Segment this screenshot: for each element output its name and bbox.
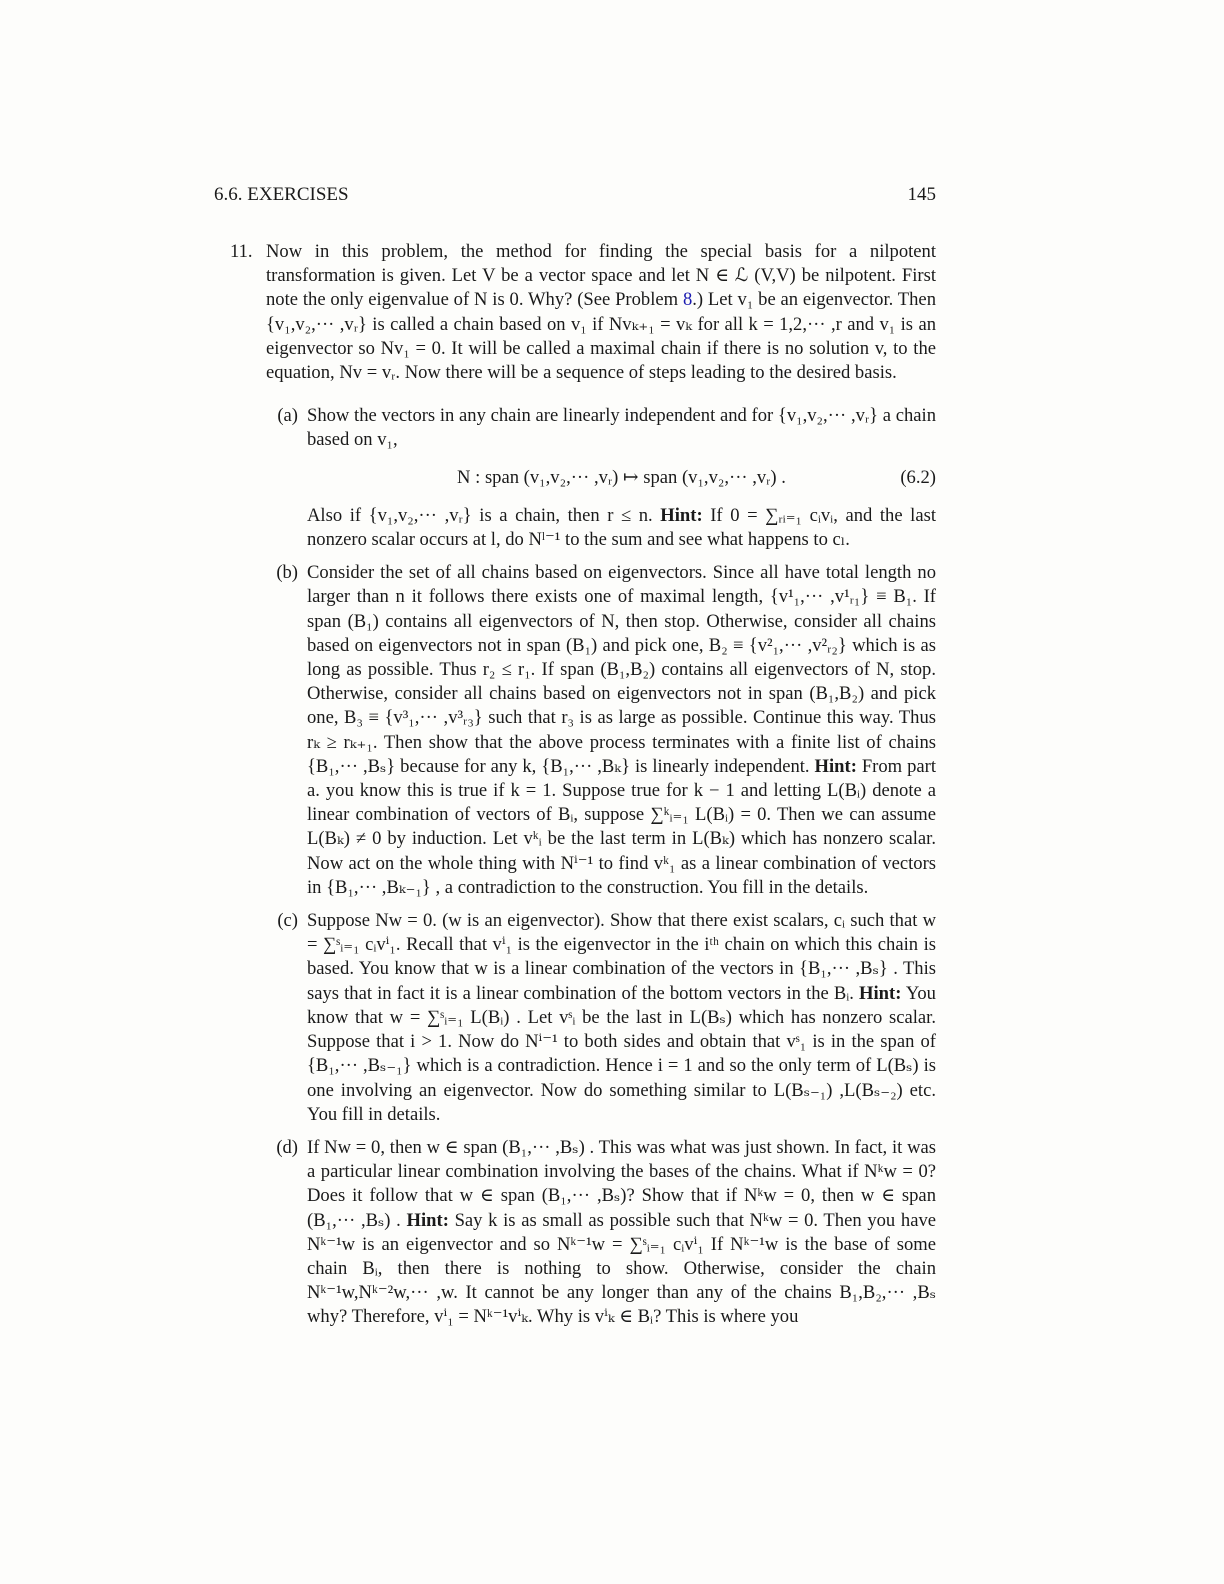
part-label: (a) — [277, 405, 298, 427]
part-b-hint-text: From part a. you know this is true if k = 1. Suppose true for k − 1 and letting L(Bᵢ) denote a linear combination of vectors of Bᵢ, suppose ∑ᵏᵢ₌₁ L(Bᵢ) = 0. Then we can assume L(Bₖ) ≠ 0 by induction. Let vᵏᵢ be the last term in L(Bₖ) which has nonzero scalar. Now act on the whole thing with Nⁱ⁻¹ to find vᵏ₁ as a linear combination of vectors in {B₁,··· ,Bₖ₋₁} , a contradiction to the construction. You fill in the details. — [307, 755, 936, 898]
hint-label: Hint: — [660, 504, 703, 526]
part-c-text — [307, 909, 936, 1127]
exercise-body — [230, 240, 936, 1339]
part-label: (d) — [276, 1136, 298, 1158]
part-a-text2: Also if {v₁,v₂,··· ,vᵣ} is a chain, then r ≤ n. — [307, 504, 661, 526]
problem-11 — [230, 240, 936, 385]
equation-6-2 — [307, 466, 936, 490]
running-header — [214, 184, 936, 206]
part-c — [266, 909, 936, 1127]
hint-label: Hint: — [859, 982, 902, 1004]
hint-label: Hint: — [814, 755, 857, 777]
page-number: 145 — [907, 184, 936, 205]
part-b — [266, 561, 936, 900]
hint-label: Hint: — [406, 1209, 449, 1231]
problem-reference-link[interactable]: 8 — [682, 289, 693, 311]
problem-parts — [266, 404, 936, 1329]
part-a-text — [307, 404, 936, 552]
problem-text — [266, 240, 936, 385]
part-label: (c) — [277, 910, 298, 932]
section-title: 6.6. EXERCISES — [214, 184, 349, 205]
part-b-text — [307, 561, 936, 900]
part-c-statement: Suppose Nw = 0. (w is an eigenvector). Show that there exist scalars, cᵢ such that w = ∑ˢᵢ₌₁ cᵢvⁱ₁. Recall that vⁱ₁ is the eigenvector in the iᵗʰ chain on which this chain is based. You know that w is a linear combination of the vectors in {B₁,··· ,Bₛ} . This says that in fact it is a linear combination of the bottom vectors in the Bᵢ. — [307, 910, 936, 1004]
part-d-text — [307, 1136, 936, 1330]
part-d — [266, 1136, 936, 1330]
problem-number: 11. — [230, 241, 253, 262]
part-b-statement: Consider the set of all chains based on eigenvectors. Since all have total length no larger than n it follows there exists one of maximal length, {v¹₁,··· ,v¹ᵣ₁} ≡ B₁. If span (B₁) contains all eigenvectors of N, then stop. Otherwise, consider all chains based on eigenvectors not in span (B₁) and pick one, B₂ ≡ {v²₁,··· ,v²ᵣ₂} which is as long as possible. Thus r₂ ≤ r₁. If span (B₁,B₂) contains all eigenvectors of N, stop. Otherwise, consider all chains based on eigenvectors not in span (B₁,B₂) and pick one, B₃ ≡ {v³₁,··· ,v³ᵣ₃} such that r₃ is as large as possible. Continue this way. Thus rₖ ≥ rₖ₊₁. Then show that the above process terminates with a finite list of chains {B₁,··· ,Bₛ} because for any k, {B₁,··· ,Bₖ} is linearly independent. — [307, 562, 936, 777]
part-d-hint-text: Say k is as small as possible such that Nᵏw = 0. Then you have Nᵏ⁻¹w is an eigenvector and so Nᵏ⁻¹w = ∑ˢᵢ₌₁ cᵢvⁱ₁ If Nᵏ⁻¹w is the base of some chain Bᵢ, then there is nothing to show. Otherwise, consider the chain Nᵏ⁻¹w,Nᵏ⁻²w,··· ,w. It cannot be any longer than any of the chains B₁,B₂,··· ,Bₛ why? Therefore, vⁱ₁ = Nᵏ⁻¹vⁱₖ. Why is vⁱₖ ∈ Bᵢ? This is where you — [307, 1209, 937, 1328]
problem-intro: Now in this problem, the method for finding the special basis for a nilpotent transformation is given. Let V be a vector space and let N ∈ ℒ (V,V) be nilpotent. First note the only eigenvalue of N is 0. Why? (See Problem — [266, 241, 936, 311]
part-a-followup — [307, 504, 936, 552]
part-d-statement: If Nw = 0, then w ∈ span (B₁,··· ,Bₛ) . This was what was just shown. In fact, it was a particular linear combination involving the bases of the chains. What if Nᵏw = 0? Does it follow that w ∈ span (B₁,··· ,Bₛ)? Show that if Nᵏw = 0, then w ∈ span (B₁,··· ,Bₛ) . — [307, 1136, 936, 1231]
part-a — [266, 404, 936, 552]
equation-body: N : span (v₁,v₂,··· ,vᵣ) ↦ span (v₁,v₂,··· ,vᵣ) . — [457, 466, 786, 488]
part-label: (b) — [276, 562, 298, 584]
part-c-hint-text: You know that w = ∑ˢᵢ₌₁ L(Bᵢ) . Let vˢᵢ be the last in L(Bₛ) which has nonzero scalar. Suppose that i > 1. Now do Nⁱ⁻¹ to both sides and obtain that vˢ₁ is in the span of {B₁,··· ,Bₛ₋₁} which is a contradiction. Hence i = 1 and so the only term of L(Bₛ) is one involving an eigenvector. Now do something similar to L(Bₛ₋₁) ,L(Bₛ₋₂) etc. You fill in details. — [307, 982, 936, 1125]
problem-intro-end: .) Let v₁ be an eigenvector. Then {v₁,v₂,··· ,vᵣ} is called a chain based on v₁ if Nvₖ₊₁ = vₖ for all k = 1,2,··· ,r and v₁ is an eigenvector so Nv₁ = 0. It will be called a maximal chain if there is no solution v, to the equation, Nv = vᵣ. Now there will be a sequence of steps leading to the desired basis. — [266, 289, 936, 384]
part-a-statement: Show the vectors in any chain are linearly independent and for {v₁,v₂,··· ,vᵣ} a chain based on v₁, — [307, 405, 936, 451]
equation-number: (6.2) — [900, 466, 936, 488]
part-a-hint-text: If 0 = ∑ᵣᵢ₌₁ cᵢvᵢ, and the last nonzero scalar occurs at l, do Nˡ⁻¹ to the sum and see what happens to cₗ. — [307, 504, 936, 551]
